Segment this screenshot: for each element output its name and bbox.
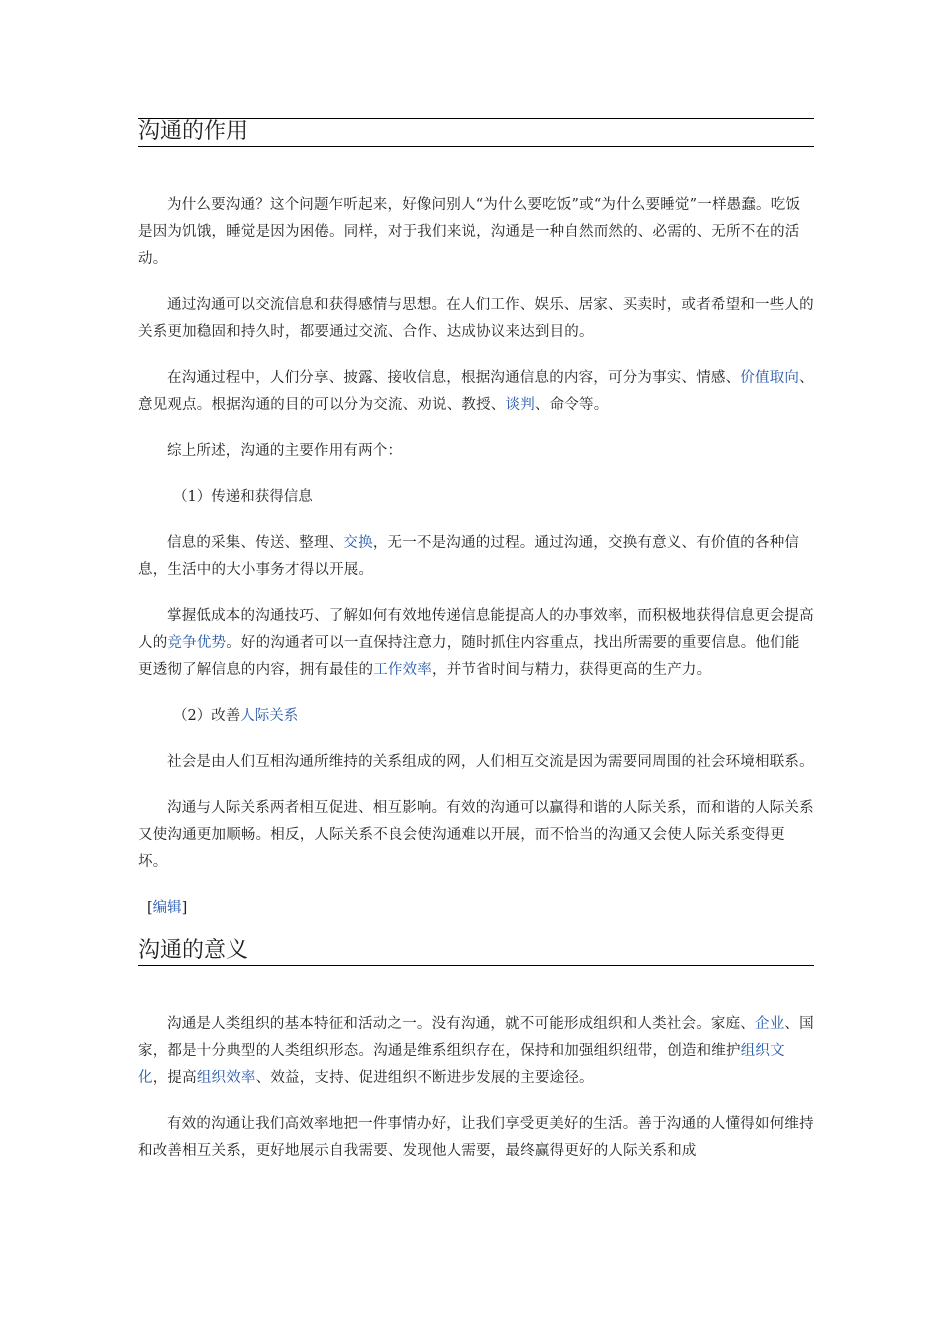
link-interpersonal-relations[interactable]: 人际关系	[240, 708, 299, 724]
paragraph-summary: 综上所述，沟通的主要作用有两个：	[167, 443, 403, 459]
link-organizational-culture[interactable]: 组织文化	[138, 1043, 785, 1086]
link-exchange[interactable]: 交换	[343, 535, 373, 551]
link-competitive-advantage[interactable]: 竞争优势	[167, 635, 227, 651]
link-work-efficiency[interactable]: 工作效率	[373, 662, 433, 678]
link-value-orientation[interactable]: 价值取向	[740, 370, 800, 386]
paragraph-social-network: 社会是由人们互相沟通所维持的关系组成的网，人们相互交流是因为需要同周围的社会环境相联系。	[167, 754, 814, 770]
paragraph-info-collection: 信息的采集、传送、整理、交换，无一不是沟通的过程。通过沟通，交换有意义、有价值的各种信息，生活中的大小事务才得以开展。	[138, 535, 800, 578]
paragraph-organization-feature: 沟通是人类组织的基本特征和活动之一。没有沟通，就不可能形成组织和人类社会。家庭、企业、国家，都是十分典型的人类组织形态。沟通是维系组织存在，保持和加强组织纽带，创造和维护组织文化，提高组织效率、效益，支持、促进组织不断进步发展的主要途径。	[138, 1016, 814, 1086]
article-content	[138, 118, 814, 1165]
link-enterprise[interactable]: 企业	[755, 1016, 785, 1032]
paragraph-low-cost-skills: 掌握低成本的沟通技巧、了解如何有效地传递信息能提高人的办事效率，而积极地获得信息更会提高人的竞争优势。好的沟通者可以一直保持注意力，随时抓住内容重点，找出所需要的重要信息。他们能更透彻了解信息的内容，拥有最佳的工作效率，并节省时间与精力，获得更高的生产力。	[138, 608, 814, 678]
edit-link[interactable]: 编辑	[152, 900, 182, 916]
edit-section: [编辑]	[147, 900, 188, 916]
subheading-transmit-info: （1）传递和获得信息	[173, 489, 313, 505]
link-negotiation[interactable]: 谈判	[505, 397, 535, 413]
paragraph-why-communicate: 为什么要沟通？这个问题乍听起来，好像问别人“为什么要吃饭”或“为什么要睡觉”一样愚蠢。吃饭是因为饥饿，睡觉是因为困倦。同样，对于我们来说，沟通是一种自然而然的、必需的、无所不在的活动。	[138, 197, 801, 267]
section-title-meaning: 沟通的意义	[138, 938, 814, 966]
paragraph-effective-communication: 有效的沟通让我们高效率地把一件事情办好，让我们享受更美好的生活。善于沟通的人懂得如何维持和改善相互关系，更好地展示自我需要、发现他人需要，最终赢得更好的人际关系和成	[138, 1116, 814, 1159]
paragraph-exchange-info: 通过沟通可以交流信息和获得感情与思想。在人们工作、娱乐、居家、买卖时，或者希望和一些人的关系更加稳固和持久时，都要通过交流、合作、达成协议来达到目的。	[138, 297, 814, 340]
subheading-improve-relations: （2）改善人际关系	[173, 708, 299, 724]
paragraph-communication-types: 在沟通过程中，人们分享、披露、接收信息，根据沟通信息的内容，可分为事实、情感、价值取向、意见观点。根据沟通的目的可以分为交流、劝说、教授、谈判、命令等。	[138, 370, 814, 413]
paragraph-mutual-promotion: 沟通与人际关系两者相互促进、相互影响。有效的沟通可以赢得和谐的人际关系，而和谐的人际关系又使沟通更加顺畅。相反，人际关系不良会使沟通难以开展，而不恰当的沟通又会使人际关系变得更坏。	[138, 800, 814, 870]
section-title-role: 沟通的作用	[138, 119, 814, 147]
link-organizational-efficiency[interactable]: 组织效率	[196, 1070, 256, 1086]
